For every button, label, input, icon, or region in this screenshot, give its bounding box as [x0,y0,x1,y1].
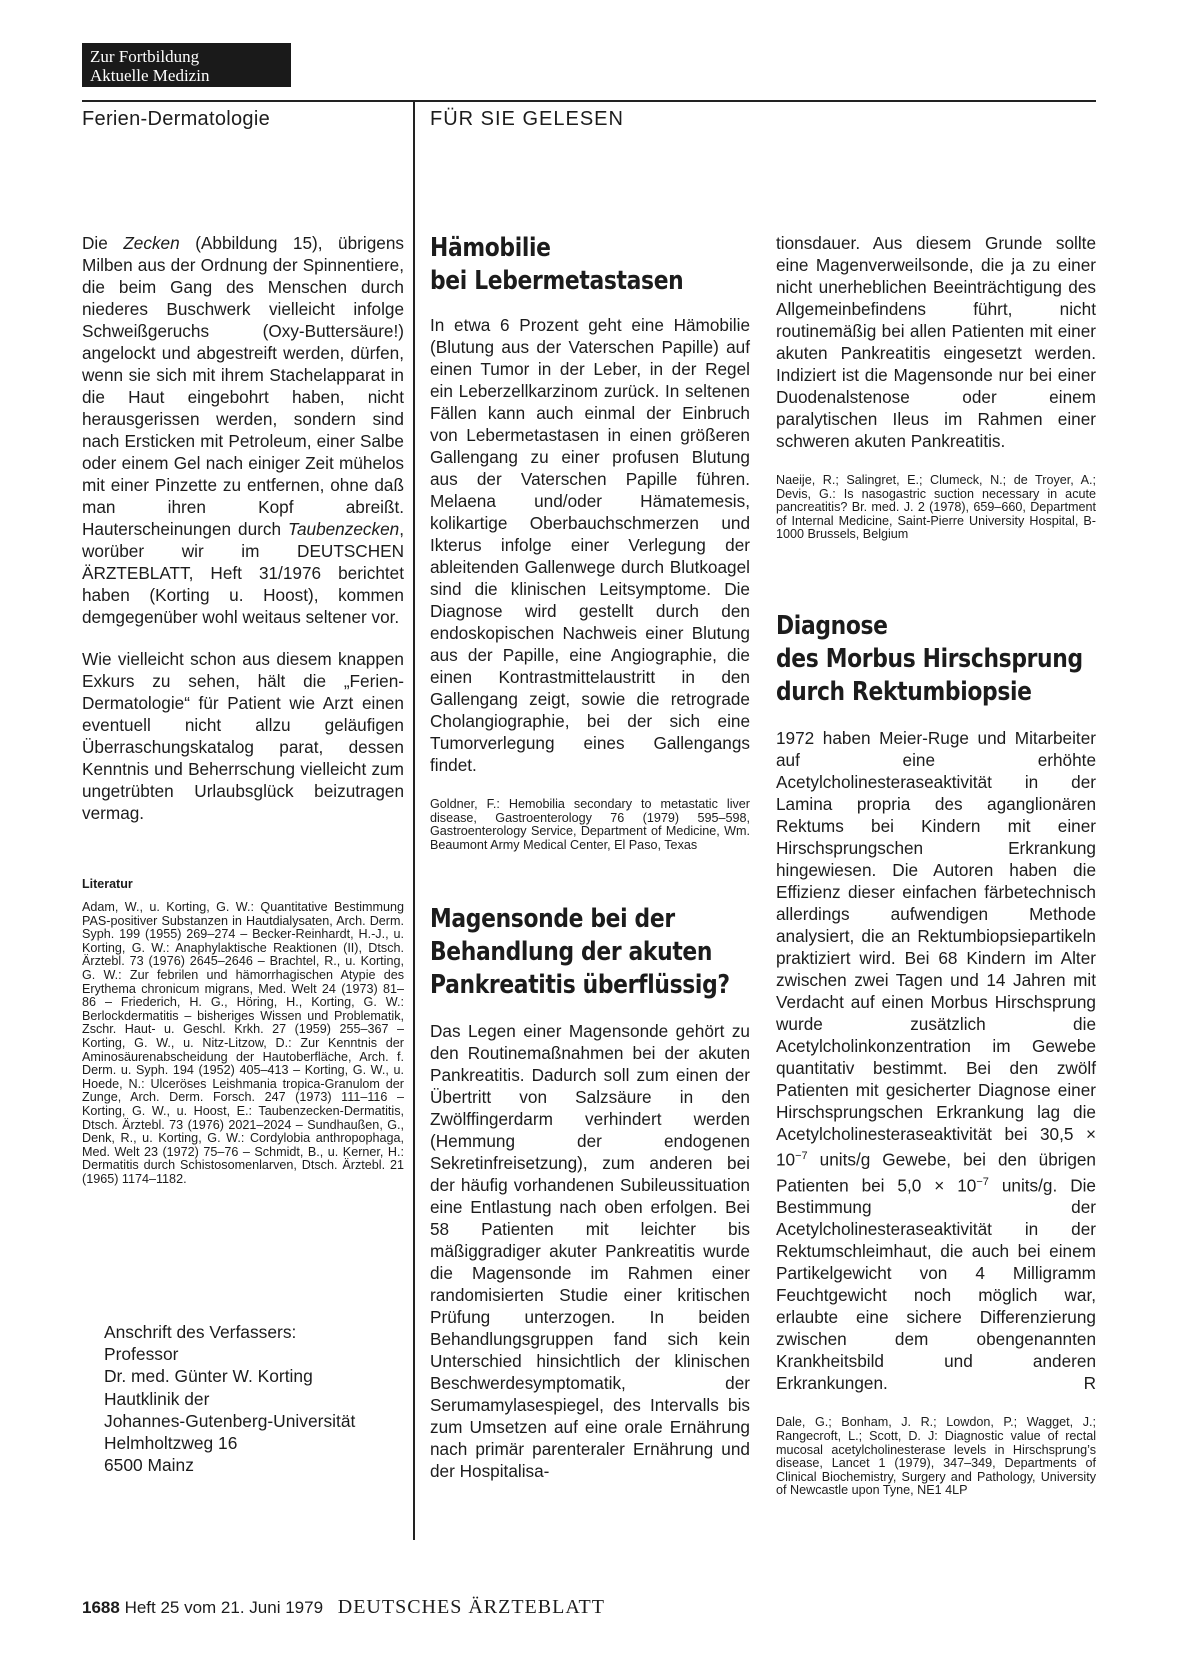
article-magensonde [430,903,750,1482]
address-line: Johannes-Gutenberg-Universität [104,1410,356,1431]
headline-magensonde: Magensonde bei der Behandlung der akuten Pankreatitis überflüssig? [430,904,730,1000]
article-magensonde-continued [776,232,1096,542]
left-column [82,232,404,824]
address-line: Professor [104,1344,179,1365]
literature-title: Literatur [82,877,133,891]
article-reference: Naeije, R.; Salingret, E.; Clumeck, N.; de Troyer, A.; Devis, G.: Is nasogastric suction necessary in acute pancreatitis? Br. med. J. 2 (1978), 659–660, Department of Internal Medicine, Saint-Pierre University Hospital, B-1000 Brussels, Belgium [776,473,1096,542]
article-reference: Goldner, F.: Hemobilia secondary to metastatic liver disease, Gastroenterology 76 (1979) 595–598, Gastroenterology Service, Department of Medicine, Wm. Beaumont Army Medical Center, El Paso, Texas [430,797,750,852]
term-zecken: Zecken [123,233,180,253]
page-number: 1688 [82,1598,120,1617]
headline-hirschsprung: Diagnose des Morbus Hirschsprung durch Rektumbiopsie [776,611,1083,707]
article-reference: Dale, G.; Bonham, J. R.; Lowdon, P.; Wagget, J.; Rangecroft, L.; Scott, D. J: Diagnostic value of rectal mucosal acetylcholinesterase levels in Hirschsprung’s disease, Lancet 1 (1979), 347–349, Departments of Clinical Biochemistry, Surgery and Pathology, University of Newcastle upon Tyne, NE1 4LP [776,1415,1096,1498]
address-line: Anschrift des Verfassers: [104,1322,297,1342]
exponent: −7 [976,1175,989,1188]
term-taubenzecken: Taubenzecken [288,519,400,539]
article-haemobilie [430,232,750,852]
address-line: Dr. med. Günter W. Korting [104,1366,313,1387]
header-rule [82,100,1096,102]
article-body: 1972 haben Meier-Ruge und Mitarbeiter auf eine erhöhte Acetylcholinesteraseaktivität in der Lamina propria des aganglionären Rektums bei Kindern mit einer Hirschsprungschen Erkrankung hingewiesen. Die Autoren haben die Effizienz dieser einfachen färbetechnisch allerdings aufwendigen Methode analysiert, die an Rektumbiopsiepartikeln praktiziert wird. Bei 68 Kindern im Alter zwischen zwei Tagen und 14 Jahren mit Verdacht auf einen Morbus Hirschsprung wurde zusätzlich die Acetylcholinkonzentration im Gewebe quantitativ bestimmt. Bei den zwölf Patienten mit gesicherter Diagnose einer Hirschsprungschen Erkrankung lag die Acetylcholinesteraseaktivität bei $30,5 \times 10^{-7}$ units/g Gewebe, bei den übrigen Patienten bei $5,0 \times 10^{-7}$ units/g. Die Bestimmung der Acetylcholinesteraseaktivität in der Rektumschleimhaut, die auch bei einem Partikelgewicht von 4 Milligramm Feuchtgewicht noch möglich war, erlaubte eine sichere Differenzierung zwischen dem obengenannten Krankheitsbild und anderen Erkrankungen. R [776,728,1096,1394]
address-line: Helmholtzweg 16 [104,1433,238,1454]
column-divider [413,100,415,1540]
page-footer [82,1596,605,1619]
left-paragraph-2: Wie vielleicht schon aus diesem knappen Exkurs zu sehen, hält die „Ferien-Dermatologie“ für Patient wie Arzt einen eventuell nicht allzu geläufigen Überraschungskatalog parat, dessen Kenntnis und Beherrschung vielleicht zum ungetrübten Urlaubsglück beizutragen vermag. [82,649,404,823]
literature-section [82,877,404,1186]
left-paragraph-1: Die Zecken (Abbildung 15), übrigens Milben aus der Ordnung der Spinnentiere, die beim Gang des Menschen durch niederes Buschwerk vielleicht infolge Schweißgeruchs (Oxy-Buttersäure!) angelockt und abgestreift werden, dürfen, wenn sie sich mit ihrem Stachelapparat in die Haut eingebohrt haben, nicht herausgerissen werden, sondern sind nach Ersticken mit Petroleum, einer Salbe oder einem Gel nach einiger Zeit mühelos mit einer Pinzette zu entfernen, ohne daß man ihren Kopf abreißt. Hauterscheinungen durch Taubenzecken, worüber wir im DEUTSCHEN ÄRZTEBLATT, Heft 31/1976 berichtet haben (Korting u. Hoost), kommen demgegenüber wohl weitaus seltener vor. [82,233,404,627]
article-body: Das Legen einer Magensonde gehört zu den Routinemaßnahmen bei der akuten Pankreatitis. Dadurch soll zum einen der Übertritt von Salzsäure in den Zwölffingerdarm verhindert werden (Hemmung der endogenen Sekretinfreisetzung), zum anderen bei der häufig vorhandenen Subileussituation eine Entlastung nach oben erfolgen. Bei 58 Patienten mit leichter bis mäßiggradiger akuter Pankreatitis wurde die Magensonde im Rahmen einer randomisierten Studie einer kritischen Prüfung unterzogen. In beiden Behandlungsgruppen fand sich kein Unterschied hinsichtlich der klinischen Beschwerdesymptomatik, der Serumamylasespiegel, des Intervalls bis zum Umsetzen auf eine orale Ernährung nach primär parenteraler Ernährung und der Hospitalisa- [430,1021,750,1481]
literature-list: Adam, W., u. Korting, G. W.: Quantitative Bestimmung PAS-positiver Substanzen in Hautdialysaten, Arch. Derm. Syph. 199 (1955) 269–274 – Becker-Reinhardt, H.-J., u. Korting, G. W.: Anaphylaktische Reaktionen (II), Dtsch. Ärztebl. 73 (1976) 2645–2646 – Brachtel, R., u. Korting, G. W.: Zur febrilen und hämorrhagischen Atypie des Erythema chronicum migrans, Med. Welt 24 (1973) 81–86 – Friederich, H. G., Höring, H., Korting, G. W.: Berlockdermatitis – bisheriges Wissen und Problematik, Zschr. Haut- u. Geschl. Krkh. 27 (1959) 255–367 – Korting, G. W., u. Nitz-Litzow, D.: Zur Kenntnis der Aminosäurenabscheidung der Hautoberfläche, Arch. f. Derm. u. Syph. 194 (1952) 405–413 – Korting, G. W., u. Hoede, N.: Ulceröses Leishmania tropica-Granulom der Zunge, Arch. Derm. Forsch. 247 (1973) 111–116 – Korting, G. W., u. Hoost, E.: Taubenzecken-Dermatitis, Dtsch. Ärztebl. 73 (1976) 2021–2024 – Sundhaußen, G., Denk, R., u. Korting, G. W.: Cordylobia anthropophaga, Med. Welt 23 (1972) 75–76 – Schmidt, B., u. Kerner, H.: Dermatitis durch Schistosomenlarven, Dtsch. Ärztebl. 21 (1965) 1174–1182. [82,900,404,1186]
exponent: −7 [795,1150,808,1162]
article-hirschsprung [776,610,1096,1498]
author-initial: R [1083,1373,1096,1394]
author-address [104,1321,404,1476]
badge-line-2: Aktuelle Medizin [90,66,210,85]
issue-info: Heft 25 vom 21. Juni 1979 [124,1598,324,1617]
section-title-left: Ferien-Dermatologie [82,108,270,130]
headline-haemobilie: Hämobilie bei Lebermetastasen [430,233,684,296]
article-body: In etwa 6 Prozent geht eine Hämobilie (Blutung aus der Vaterschen Papille) auf einen Tumor in der Leber, in der Regel ein Leberzellkarzinom zurück. In seltenen Fällen kann auch einmal der Einbruch von Lebermetastasen in einen größeren Gallengang zu einer profusen Blutung aus der Vaterschen Papille führen. Melaena und/oder Hämatemesis, kolikartige Oberbauchschmerzen und Ikterus infolge einer Verlegung der ableitenden Gallenwege durch Blutkoagel sind die klinischen Leitsymptome. Die Diagnose wird gestellt durch den endoskopischen Nachweis einer Blutung aus der Papille, eine Angiographie, die einen Kontrastmittelaustritt in den Gallengang zeigt, sowie die retrograde Cholangiographie, bei der sich eine Tumorverlegung eines Gallengangs findet. [430,315,750,775]
journal-masthead: DEUTSCHES ÄRZTEBLATT [337,1596,605,1618]
address-line: Hautklinik der [104,1388,210,1409]
section-title-right: FÜR SIE GELESEN [430,108,624,130]
address-line: 6500 Mainz [104,1455,194,1476]
badge-line-1: Zur Fortbildung [90,47,200,66]
section-badge [82,43,291,87]
article-body: tionsdauer. Aus diesem Grunde sollte eine Magenverweilsonde, die ja zu einer nicht unerheblichen Beeinträchtigung des Allgemeinbefindens führt, nicht routinemäßig bei allen Patienten mit einer akuten Pankreatitis eingesetzt werden. Indiziert ist die Magensonde nur bei einer Duodenalstenose oder einem paralytischen Ileus im Rahmen einer schweren akuten Pankreatitis. [776,233,1096,451]
